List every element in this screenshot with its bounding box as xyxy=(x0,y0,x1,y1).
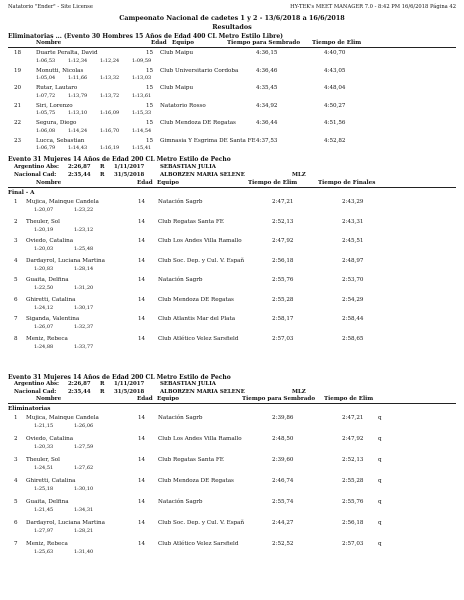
split-time: 1:26,06 xyxy=(74,423,94,429)
swimmer-name: Mujica, Mainque Candela xyxy=(26,199,99,205)
swimmer-name: Meniz, Rebeca xyxy=(26,541,68,547)
place: 19 xyxy=(14,67,22,74)
split-time: 1:23,12 xyxy=(74,226,94,233)
age: 14 xyxy=(138,541,146,547)
age: 14 xyxy=(138,199,146,205)
team: Club Universitario Cordoba xyxy=(160,67,239,74)
record-flag: R xyxy=(100,381,105,387)
elim-time: 2:58,17 xyxy=(272,316,294,322)
split-time: 1:22,50 xyxy=(34,285,54,291)
team: Natación Sagrb xyxy=(158,199,203,205)
split-time: 1:32,37 xyxy=(74,324,94,330)
split-time: 1:13,32 xyxy=(100,75,120,81)
place: 3 xyxy=(14,457,18,463)
split-time: 1:24,88 xyxy=(34,343,54,350)
place: 1 xyxy=(14,415,18,421)
elim-time: 2:57,03 xyxy=(342,541,364,547)
split-time: 1:15,33 xyxy=(132,110,152,116)
final-a-label: Final - A xyxy=(8,190,35,196)
split-time: 1:23,22 xyxy=(74,207,94,213)
seed-time: 4:35,45 xyxy=(256,85,278,91)
qualifier-mark: q xyxy=(378,499,382,505)
finals-time: 2:43,29 xyxy=(342,199,364,205)
record-label: Argentino Abs: xyxy=(14,164,60,170)
elim-time: 2:47,21 xyxy=(342,415,364,421)
record-time: 2:26,87 xyxy=(68,381,91,387)
record-flag: R xyxy=(100,389,105,395)
team: Club Los Andes Villa Ramallo xyxy=(158,436,242,442)
elim-time: 2:47,92 xyxy=(342,436,364,442)
place: 23 xyxy=(14,137,22,144)
split-time: 1:16,19 xyxy=(100,145,120,151)
qualifier-mark: q xyxy=(378,457,382,463)
place: 3 xyxy=(14,238,18,244)
event31b-heading: Evento 31 Mujeres 14 Años de Edad 200 CL Metro Estilo de Pecho xyxy=(8,374,231,381)
age: 14 xyxy=(138,415,146,421)
split-time: 1:15,41 xyxy=(132,145,152,151)
team: Natación Sagrb xyxy=(158,277,203,283)
split-time: 1:25,63 xyxy=(34,549,54,555)
split-time: 1:31,40 xyxy=(74,549,94,555)
qualifier-mark: q xyxy=(378,415,382,421)
split-time: 1:20,19 xyxy=(34,226,54,233)
swimmer-name: Mujica, Mainque Candela xyxy=(26,415,99,421)
split-time: 1:20,83 xyxy=(34,265,54,272)
age: 15 xyxy=(146,50,154,56)
event31a-heading: Evento 31 Mujeres 14 Años de Edad 200 CL Metro Estilo de Pecho xyxy=(8,156,231,163)
record-label: Nacional Cad: xyxy=(14,172,57,178)
col-age: Edad xyxy=(137,396,153,402)
elim-time: 4:43,05 xyxy=(324,67,346,74)
split-time: 1:13,03 xyxy=(132,75,152,81)
record-time: 2:35,44 xyxy=(68,389,91,395)
elim-time: 2:47,92 xyxy=(272,238,294,244)
split-time: 1:20,03 xyxy=(34,246,54,252)
age: 15 xyxy=(146,120,154,126)
header-rule xyxy=(8,403,456,404)
seed-time: 4:36,46 xyxy=(256,67,278,74)
team: Club Regatas Santa FE xyxy=(158,457,224,463)
team: Club Maipu xyxy=(160,85,194,91)
finals-time: 2:58,65 xyxy=(342,335,364,342)
place: 5 xyxy=(14,499,18,505)
swimmer-name: Guaita, Delfina xyxy=(26,499,69,505)
age: 14 xyxy=(138,499,146,505)
split-time: 1:20,07 xyxy=(34,207,54,213)
team: Club Mendoza DE Regatas xyxy=(158,478,234,484)
age: 14 xyxy=(138,478,146,484)
col-elim: Tiempo de Elim xyxy=(248,180,298,186)
age: 14 xyxy=(138,257,146,264)
swimmer-name: Siganda, Valentina xyxy=(26,316,80,322)
results-subtitle: Resultados xyxy=(212,23,252,31)
record-extra: MLZ xyxy=(292,172,306,178)
split-time: 1:27,97 xyxy=(34,528,54,534)
swimmer-name: Meniz, Rebeca xyxy=(26,335,68,342)
age: 15 xyxy=(146,102,154,109)
record-extra: MLZ xyxy=(292,389,306,395)
split-time: 1:27,62 xyxy=(74,465,94,471)
finals-time: 2:48,97 xyxy=(342,257,364,264)
swimmer-name: Theuler, Sol xyxy=(26,218,60,225)
place: 1 xyxy=(14,199,18,205)
finals-time: 2:45,51 xyxy=(342,238,364,244)
swimmer-name: Theuler, Sol xyxy=(26,457,60,463)
split-time: 1:25,18 xyxy=(34,486,54,492)
team: Club Mendoza DE Regatas xyxy=(158,296,234,303)
split-time: 1:16,09 xyxy=(100,110,120,116)
qualifier-mark: q xyxy=(378,478,382,484)
place: 4 xyxy=(14,478,18,484)
col-seed: Tiempo para Sembrado xyxy=(242,396,316,402)
team: Club Atlantis Mar del Plata xyxy=(158,316,236,322)
split-time: 1:28,14 xyxy=(74,265,94,272)
meet-title: Campeonato Nacional de cadetes 1 y 2 - 13/6/2018 a 16/6/2018 xyxy=(119,14,345,22)
finals-time: 2:43,31 xyxy=(342,218,364,225)
record-flag: R xyxy=(100,164,105,170)
elim-time: 2:55,28 xyxy=(342,478,364,484)
age: 14 xyxy=(138,238,146,244)
seed-time: 4:36,44 xyxy=(256,120,278,126)
split-time: 1:13,61 xyxy=(132,92,152,99)
swimmer-name: Oviedo, Catalina xyxy=(26,436,74,442)
finals-time: 2:53,70 xyxy=(342,277,364,283)
team: Natación Sagrb xyxy=(158,415,203,421)
age: 15 xyxy=(146,67,154,74)
split-time: 1:06,08 xyxy=(36,127,56,134)
col-age: Edad xyxy=(137,180,153,186)
record-date: 1/11/2017 xyxy=(114,164,145,170)
place: 4 xyxy=(14,257,18,264)
swimmer-name: Siri, Lorenzo xyxy=(36,102,73,109)
split-time: 1:13,79 xyxy=(68,92,88,99)
seed-time: 2:39,60 xyxy=(272,457,294,463)
split-time: 1:21,45 xyxy=(34,507,54,513)
col-team: Equipo xyxy=(172,40,195,46)
elim-time: 4:51,56 xyxy=(324,120,346,126)
age: 14 xyxy=(138,520,146,526)
split-time: 1:30,17 xyxy=(74,304,94,311)
split-time: 1:14,54 xyxy=(132,127,152,134)
split-time: 1:14,43 xyxy=(68,145,88,151)
split-time: 1:12,34 xyxy=(68,57,88,64)
split-time: 1:13,72 xyxy=(100,92,120,99)
team: Club Soc. Dep. y Cul. V. Españ xyxy=(158,520,245,526)
place: 18 xyxy=(14,50,22,56)
swimmer-name: Rutar, Lautaro xyxy=(36,85,78,91)
eliminatorias-label: Eliminatorias xyxy=(8,406,51,412)
swimmer-name: Monutti, Nicolas xyxy=(36,67,84,74)
elim-time: 4:48,04 xyxy=(324,85,346,91)
record-holder: ALBORZEN MARIA SELENE xyxy=(160,172,245,178)
split-time: 1:26,07 xyxy=(34,324,54,330)
seed-time: 2:55,74 xyxy=(272,499,294,505)
record-holder: SEBASTIAN JULIA xyxy=(160,381,216,387)
record-label: Nacional Cad: xyxy=(14,389,57,395)
elim-time: 2:56,18 xyxy=(342,520,364,526)
swimmer-name: Lucca, Sebastian xyxy=(36,137,85,144)
team: Club Soc. Dep. y Cul. V. Españ xyxy=(158,257,245,264)
seed-time: 2:52,52 xyxy=(272,541,294,547)
elim-time: 2:52,13 xyxy=(342,457,364,463)
seed-time: 4:37,53 xyxy=(256,137,278,144)
split-time: 1:31,20 xyxy=(74,285,94,291)
split-time: 1:12,24 xyxy=(100,57,120,64)
header-rule xyxy=(8,47,456,48)
record-time: 2:26,87 xyxy=(68,164,91,170)
split-time: 1:24,12 xyxy=(34,304,54,311)
team: Club Atlético Velez Sarsfield xyxy=(158,541,239,547)
place: 20 xyxy=(14,85,22,91)
finals-time: 2:54,29 xyxy=(342,296,364,303)
age: 14 xyxy=(138,277,146,283)
col-finals: Tiempo de Finales xyxy=(318,180,376,186)
place: 7 xyxy=(14,541,18,547)
swimmer-name: Ghiretti, Catalina xyxy=(26,478,76,484)
team: Club Los Andes Villa Ramallo xyxy=(158,238,242,244)
place: 8 xyxy=(14,335,18,342)
split-time: 1:16,70 xyxy=(100,127,120,134)
seed-time: 4:34,92 xyxy=(256,102,278,109)
age: 14 xyxy=(138,436,146,442)
elim-time: 2:52,13 xyxy=(272,218,294,225)
team: Club Atlético Velez Sarsfield xyxy=(158,335,239,342)
elim-time: 2:47,21 xyxy=(272,199,294,205)
elim-time: 4:50,27 xyxy=(324,102,346,109)
age: 14 xyxy=(138,316,146,322)
place: 6 xyxy=(14,520,18,526)
split-time: 1:27,59 xyxy=(74,444,94,450)
split-time: 1:25,48 xyxy=(74,246,94,252)
swimmer-name: Segura, Diego xyxy=(36,120,77,126)
col-team: Equipo xyxy=(157,180,180,186)
elim-time: 2:55,76 xyxy=(342,499,364,505)
split-time: 1:33,77 xyxy=(74,343,94,350)
place: 5 xyxy=(14,277,18,283)
seed-time: 2:48,50 xyxy=(272,436,294,442)
swimmer-name: Duarte Peralta, David xyxy=(36,50,98,56)
col-name: Nombre xyxy=(36,180,62,186)
col-elim: Tiempo de Elim xyxy=(312,40,362,46)
age: 15 xyxy=(146,85,154,91)
elim-time: 2:56,18 xyxy=(272,257,294,264)
col-name: Nombre xyxy=(36,396,62,402)
team: Club Regatas Santa FE xyxy=(158,218,224,225)
seed-time: 2:39,86 xyxy=(272,415,294,421)
event30-heading: Eliminatorias ... (Evento 30 Hombres 15 Años de Edad 400 CL Metro Estilo Libre) xyxy=(8,33,284,40)
split-time: 1:11,66 xyxy=(68,75,88,81)
col-name: Nombre xyxy=(36,40,62,46)
qualifier-mark: q xyxy=(378,436,382,442)
elim-time: 4:52,82 xyxy=(324,137,346,144)
elim-time: 2:55,28 xyxy=(272,296,294,303)
team: Natatorio Rosso xyxy=(160,102,206,109)
place: 22 xyxy=(14,120,22,126)
swimmer-name: Ghiretti, Catalina xyxy=(26,296,76,303)
swimmer-name: Dardayrol, Luciana Martina xyxy=(26,520,105,526)
record-date: 1/11/2017 xyxy=(114,381,145,387)
place: 2 xyxy=(14,436,18,442)
team: Gimnasia Y Esgrima DE Santa FE xyxy=(160,137,256,144)
split-time: 1:09,59 xyxy=(132,57,152,64)
split-time: 1:20,33 xyxy=(34,444,54,450)
split-time: 1:07,72 xyxy=(36,92,56,99)
split-time: 1:14,24 xyxy=(68,127,88,134)
age: 15 xyxy=(146,137,154,144)
record-holder: SEBASTIAN JULIA xyxy=(160,164,216,170)
split-time: 1:13,10 xyxy=(68,110,88,116)
record-date: 31/5/2018 xyxy=(114,389,145,395)
record-date: 31/5/2018 xyxy=(114,172,145,178)
swimmer-name: Guaita, Delfina xyxy=(26,277,69,283)
split-time: 1:06,53 xyxy=(36,57,56,64)
age: 14 xyxy=(138,218,146,225)
qualifier-mark: q xyxy=(378,520,382,526)
seed-time: 2:44,27 xyxy=(272,520,294,526)
elim-time: 2:57,03 xyxy=(272,335,294,342)
header-rule xyxy=(8,187,456,188)
split-time: 1:28,21 xyxy=(74,528,94,534)
split-time: 1:05,75 xyxy=(36,110,56,116)
team: Club Maipu xyxy=(160,50,194,56)
place: 7 xyxy=(14,316,18,322)
swimmer-name: Oviedo, Catalina xyxy=(26,238,74,244)
age: 14 xyxy=(138,335,146,342)
record-holder: ALBORZEN MARIA SELENE xyxy=(160,389,245,395)
place: 2 xyxy=(14,218,18,225)
split-time: 1:24,51 xyxy=(34,465,54,471)
team: Club Mendoza DE Regatas xyxy=(160,120,236,126)
qualifier-mark: q xyxy=(378,541,382,547)
seed-time: 2:46,74 xyxy=(272,478,294,484)
split-time: 1:05,04 xyxy=(36,75,56,81)
record-flag: R xyxy=(100,172,105,178)
col-seed: Tiempo para Sembrado xyxy=(227,40,301,46)
age: 14 xyxy=(138,296,146,303)
split-time: 1:06,79 xyxy=(36,145,56,151)
site-license-text: Natatorio "Ender" - Site License xyxy=(8,4,93,10)
team: Natación Sagrb xyxy=(158,499,203,505)
split-time: 1:34,31 xyxy=(74,507,94,513)
split-time: 1:30,10 xyxy=(74,486,94,492)
finals-time: 2:58,44 xyxy=(342,316,364,322)
record-label: Argentino Abs: xyxy=(14,381,60,387)
swimmer-name: Dardayrol, Luciana Martina xyxy=(26,257,105,264)
record-time: 2:35,44 xyxy=(68,172,91,178)
col-elim: Tiempo de Elim xyxy=(324,396,374,402)
col-team: Equipo xyxy=(157,396,180,402)
split-time: 1:21,15 xyxy=(34,423,54,429)
elim-time: 4:40,70 xyxy=(324,50,346,56)
seed-time: 4:36,15 xyxy=(256,50,278,56)
col-age: Edad xyxy=(151,40,167,46)
elim-time: 2:55,76 xyxy=(272,277,294,283)
place: 21 xyxy=(14,102,22,109)
place: 6 xyxy=(14,296,18,303)
age: 14 xyxy=(138,457,146,463)
meet-manager-stamp: HY-TEK's MEET MANAGER 7.0 - 8:42 PM 16/6/2018 Página 42 xyxy=(290,4,456,10)
